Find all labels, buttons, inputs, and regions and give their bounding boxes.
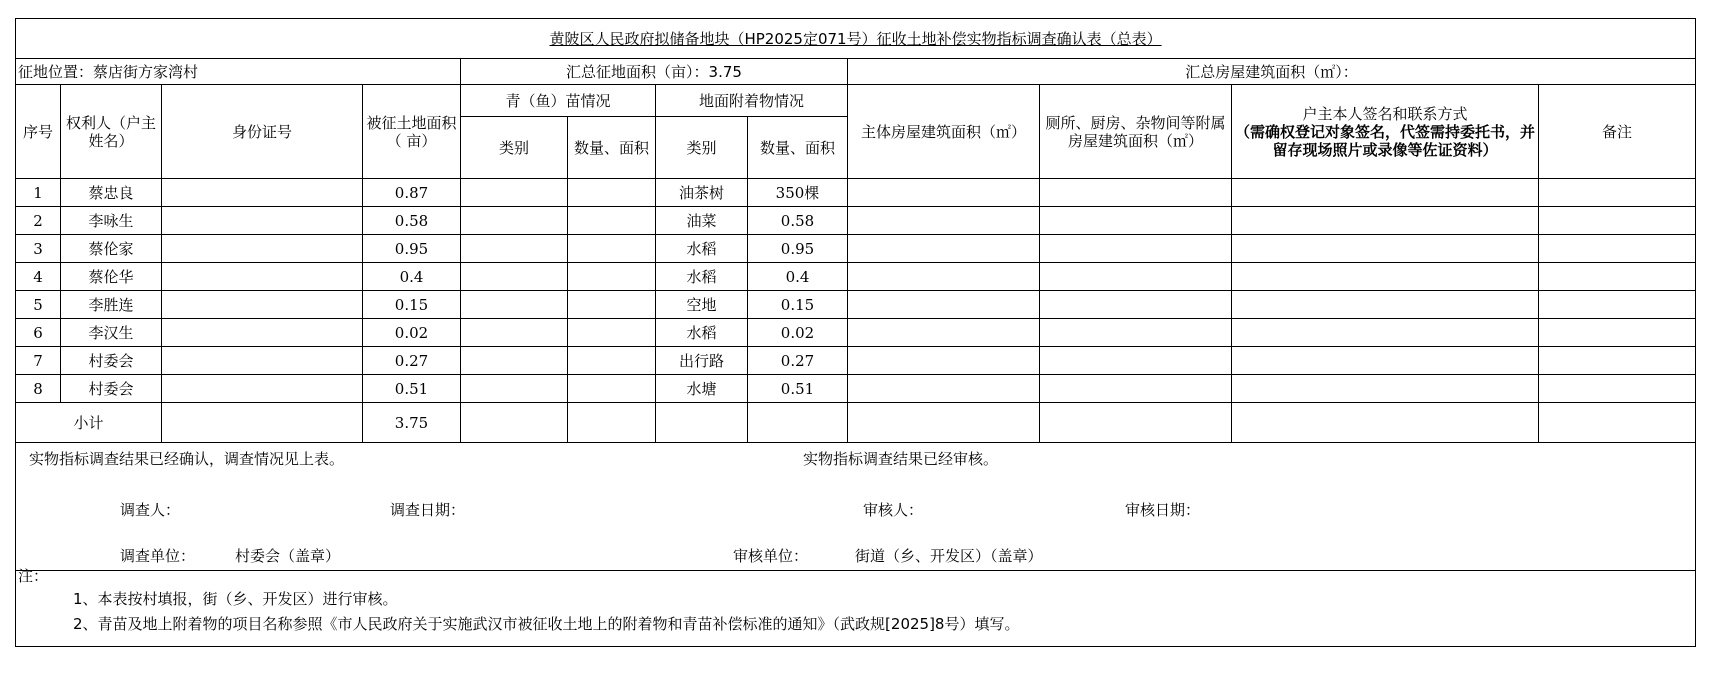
row-attach-qty: 350棵 — [748, 179, 848, 207]
note-item: 2、青苗及地上附着物的项目名称参照《市人民政府关于实施武汉市被征收土地上的附着物和青苗补偿标准的通知》（武政规[2025]8号）填写。 — [73, 615, 1020, 633]
table-row — [16, 375, 1696, 403]
row-remark — [1539, 263, 1696, 291]
header-crop-group: 青（鱼）苗情况 — [461, 85, 656, 117]
row-seq: 3 — [16, 235, 61, 263]
row-crop-type — [461, 375, 568, 403]
row-aux-building — [1040, 207, 1232, 235]
header-seq: 序号 — [16, 85, 61, 179]
row-seq: 2 — [16, 207, 61, 235]
investigate-date-label: 调查日期： — [390, 501, 466, 519]
row-attach-type: 水稻 — [656, 235, 748, 263]
row-id — [162, 235, 363, 263]
header-id-number: 身份证号 — [162, 85, 363, 179]
row-crop-qty — [568, 319, 656, 347]
subtotal-crop-type — [461, 403, 568, 443]
row-crop-type — [461, 263, 568, 291]
table-row — [16, 263, 1696, 291]
header-signature — [1232, 85, 1539, 179]
header-aux-building: 厕所、厨房、杂物间等附属房屋建筑面积（㎡） — [1040, 85, 1232, 179]
row-id — [162, 263, 363, 291]
header-crop-type: 类别 — [461, 117, 568, 179]
confirm-statement: 实物指标调查结果已经确认，调查情况见上表。 — [29, 450, 345, 468]
row-aux-building — [1040, 179, 1232, 207]
row-area: 0.51 — [363, 375, 461, 403]
row-area: 0.27 — [363, 347, 461, 375]
row-attach-type: 水稻 — [656, 319, 748, 347]
land-location: 征地位置：蔡店街方家湾村 — [16, 59, 461, 85]
row-crop-type — [461, 291, 568, 319]
row-signature — [1232, 375, 1539, 403]
row-main-building — [848, 347, 1040, 375]
row-owner: 李咏生 — [61, 207, 162, 235]
row-id — [162, 375, 363, 403]
row-attach-qty: 0.95 — [748, 235, 848, 263]
row-attach-type: 出行路 — [656, 347, 748, 375]
subtotal-signature — [1232, 403, 1539, 443]
investigate-unit-label: 调查单位： — [120, 547, 196, 565]
subtotal-id — [162, 403, 363, 443]
row-aux-building — [1040, 319, 1232, 347]
row-crop-type — [461, 179, 568, 207]
row-attach-type: 空地 — [656, 291, 748, 319]
row-aux-building — [1040, 375, 1232, 403]
row-remark — [1539, 179, 1696, 207]
row-crop-type — [461, 319, 568, 347]
row-crop-type — [461, 235, 568, 263]
row-signature — [1232, 207, 1539, 235]
row-area: 0.95 — [363, 235, 461, 263]
review-statement: 实物指标调查结果已经审核。 — [803, 450, 999, 468]
subtotal-row — [16, 403, 1696, 443]
subtotal-crop-qty — [568, 403, 656, 443]
total-land-area: 汇总征地面积（亩）：3.75 — [461, 59, 848, 85]
row-area: 0.58 — [363, 207, 461, 235]
header-attach-type: 类别 — [656, 117, 748, 179]
row-aux-building — [1040, 235, 1232, 263]
row-crop-qty — [568, 291, 656, 319]
row-area: 0.87 — [363, 179, 461, 207]
row-seq: 7 — [16, 347, 61, 375]
row-attach-qty: 0.51 — [748, 375, 848, 403]
row-seq: 4 — [16, 263, 61, 291]
row-signature — [1232, 347, 1539, 375]
notes-label: 注： — [18, 567, 49, 585]
row-remark — [1539, 235, 1696, 263]
review-date-label: 审核日期： — [1125, 501, 1201, 519]
row-id — [162, 207, 363, 235]
row-main-building — [848, 319, 1040, 347]
row-attach-qty: 0.15 — [748, 291, 848, 319]
row-signature — [1232, 179, 1539, 207]
row-attach-qty: 0.4 — [748, 263, 848, 291]
row-owner: 李汉生 — [61, 319, 162, 347]
row-signature — [1232, 235, 1539, 263]
table-row — [16, 207, 1696, 235]
header-attach-qty: 数量、面积 — [748, 117, 848, 179]
header-attach-group: 地面附着物情况 — [656, 85, 848, 117]
row-remark — [1539, 347, 1696, 375]
row-area: 0.02 — [363, 319, 461, 347]
row-attach-type: 水稻 — [656, 263, 748, 291]
row-crop-qty — [568, 235, 656, 263]
row-crop-type — [461, 207, 568, 235]
note-item: 1、本表按村填报，街（乡、开发区）进行审核。 — [73, 590, 398, 608]
page-title: 黄陂区人民政府拟储备地块（HP2025定071号）征收土地补偿实物指标调查确认表（总表） — [16, 19, 1696, 59]
row-main-building — [848, 235, 1040, 263]
row-signature — [1232, 291, 1539, 319]
survey-sheet — [15, 18, 1695, 647]
row-seq: 6 — [16, 319, 61, 347]
table-row — [16, 179, 1696, 207]
row-id — [162, 291, 363, 319]
row-crop-type — [461, 347, 568, 375]
reviewer-label: 审核人： — [863, 501, 924, 519]
table-row — [16, 347, 1696, 375]
subtotal-aux-building — [1040, 403, 1232, 443]
row-seq: 1 — [16, 179, 61, 207]
investigator-label: 调查人： — [120, 501, 181, 519]
row-owner: 李胜连 — [61, 291, 162, 319]
row-crop-qty — [568, 347, 656, 375]
row-remark — [1539, 319, 1696, 347]
row-signature — [1232, 319, 1539, 347]
row-remark — [1539, 207, 1696, 235]
subtotal-label: 小计 — [16, 403, 162, 443]
row-owner: 村委会 — [61, 375, 162, 403]
row-owner: 蔡伦家 — [61, 235, 162, 263]
row-aux-building — [1040, 263, 1232, 291]
review-unit-value: 街道（乡、开发区）（盖章） — [855, 547, 1043, 565]
subtotal-area: 3.75 — [363, 403, 461, 443]
row-seq: 8 — [16, 375, 61, 403]
row-owner: 蔡伦华 — [61, 263, 162, 291]
row-owner: 村委会 — [61, 347, 162, 375]
row-area: 0.4 — [363, 263, 461, 291]
row-main-building — [848, 263, 1040, 291]
row-seq: 5 — [16, 291, 61, 319]
row-attach-type: 油茶树 — [656, 179, 748, 207]
row-crop-qty — [568, 263, 656, 291]
review-unit-label: 审核单位： — [733, 547, 809, 565]
total-building-area: 汇总房屋建筑面积（㎡）： — [848, 59, 1696, 85]
header-owner: 权利人（户主姓名） — [61, 85, 162, 179]
row-area: 0.15 — [363, 291, 461, 319]
header-crop-qty: 数量、面积 — [568, 117, 656, 179]
row-main-building — [848, 179, 1040, 207]
header-land-area: 被征土地面积（ 亩） — [363, 85, 461, 179]
row-id — [162, 179, 363, 207]
row-signature — [1232, 263, 1539, 291]
row-id — [162, 347, 363, 375]
subtotal-main-building — [848, 403, 1040, 443]
signature-note: （需确权登记对象签名，代签需持委托书，并留存现场照片或录像等佐证资料） — [1234, 122, 1535, 159]
row-attach-qty: 0.27 — [748, 347, 848, 375]
table-row — [16, 319, 1696, 347]
row-aux-building — [1040, 347, 1232, 375]
row-crop-qty — [568, 375, 656, 403]
row-id — [162, 319, 363, 347]
row-attach-type: 油菜 — [656, 207, 748, 235]
signature-title: 户主本人签名和联系方式 — [1302, 104, 1468, 123]
row-attach-qty: 0.58 — [748, 207, 848, 235]
row-remark — [1539, 375, 1696, 403]
header-main-building: 主体房屋建筑面积（㎡） — [848, 85, 1040, 179]
row-attach-type: 水塘 — [656, 375, 748, 403]
subtotal-attach-type — [656, 403, 748, 443]
row-main-building — [848, 207, 1040, 235]
row-crop-qty — [568, 179, 656, 207]
row-main-building — [848, 375, 1040, 403]
row-main-building — [848, 291, 1040, 319]
subtotal-attach-qty — [748, 403, 848, 443]
table-row — [16, 235, 1696, 263]
row-crop-qty — [568, 207, 656, 235]
table-row — [16, 291, 1696, 319]
row-owner: 蔡忠良 — [61, 179, 162, 207]
row-aux-building — [1040, 291, 1232, 319]
header-remark: 备注 — [1539, 85, 1696, 179]
row-attach-qty: 0.02 — [748, 319, 848, 347]
row-remark — [1539, 291, 1696, 319]
investigate-unit-value: 村委会（盖章） — [235, 547, 341, 565]
subtotal-remark — [1539, 403, 1696, 443]
